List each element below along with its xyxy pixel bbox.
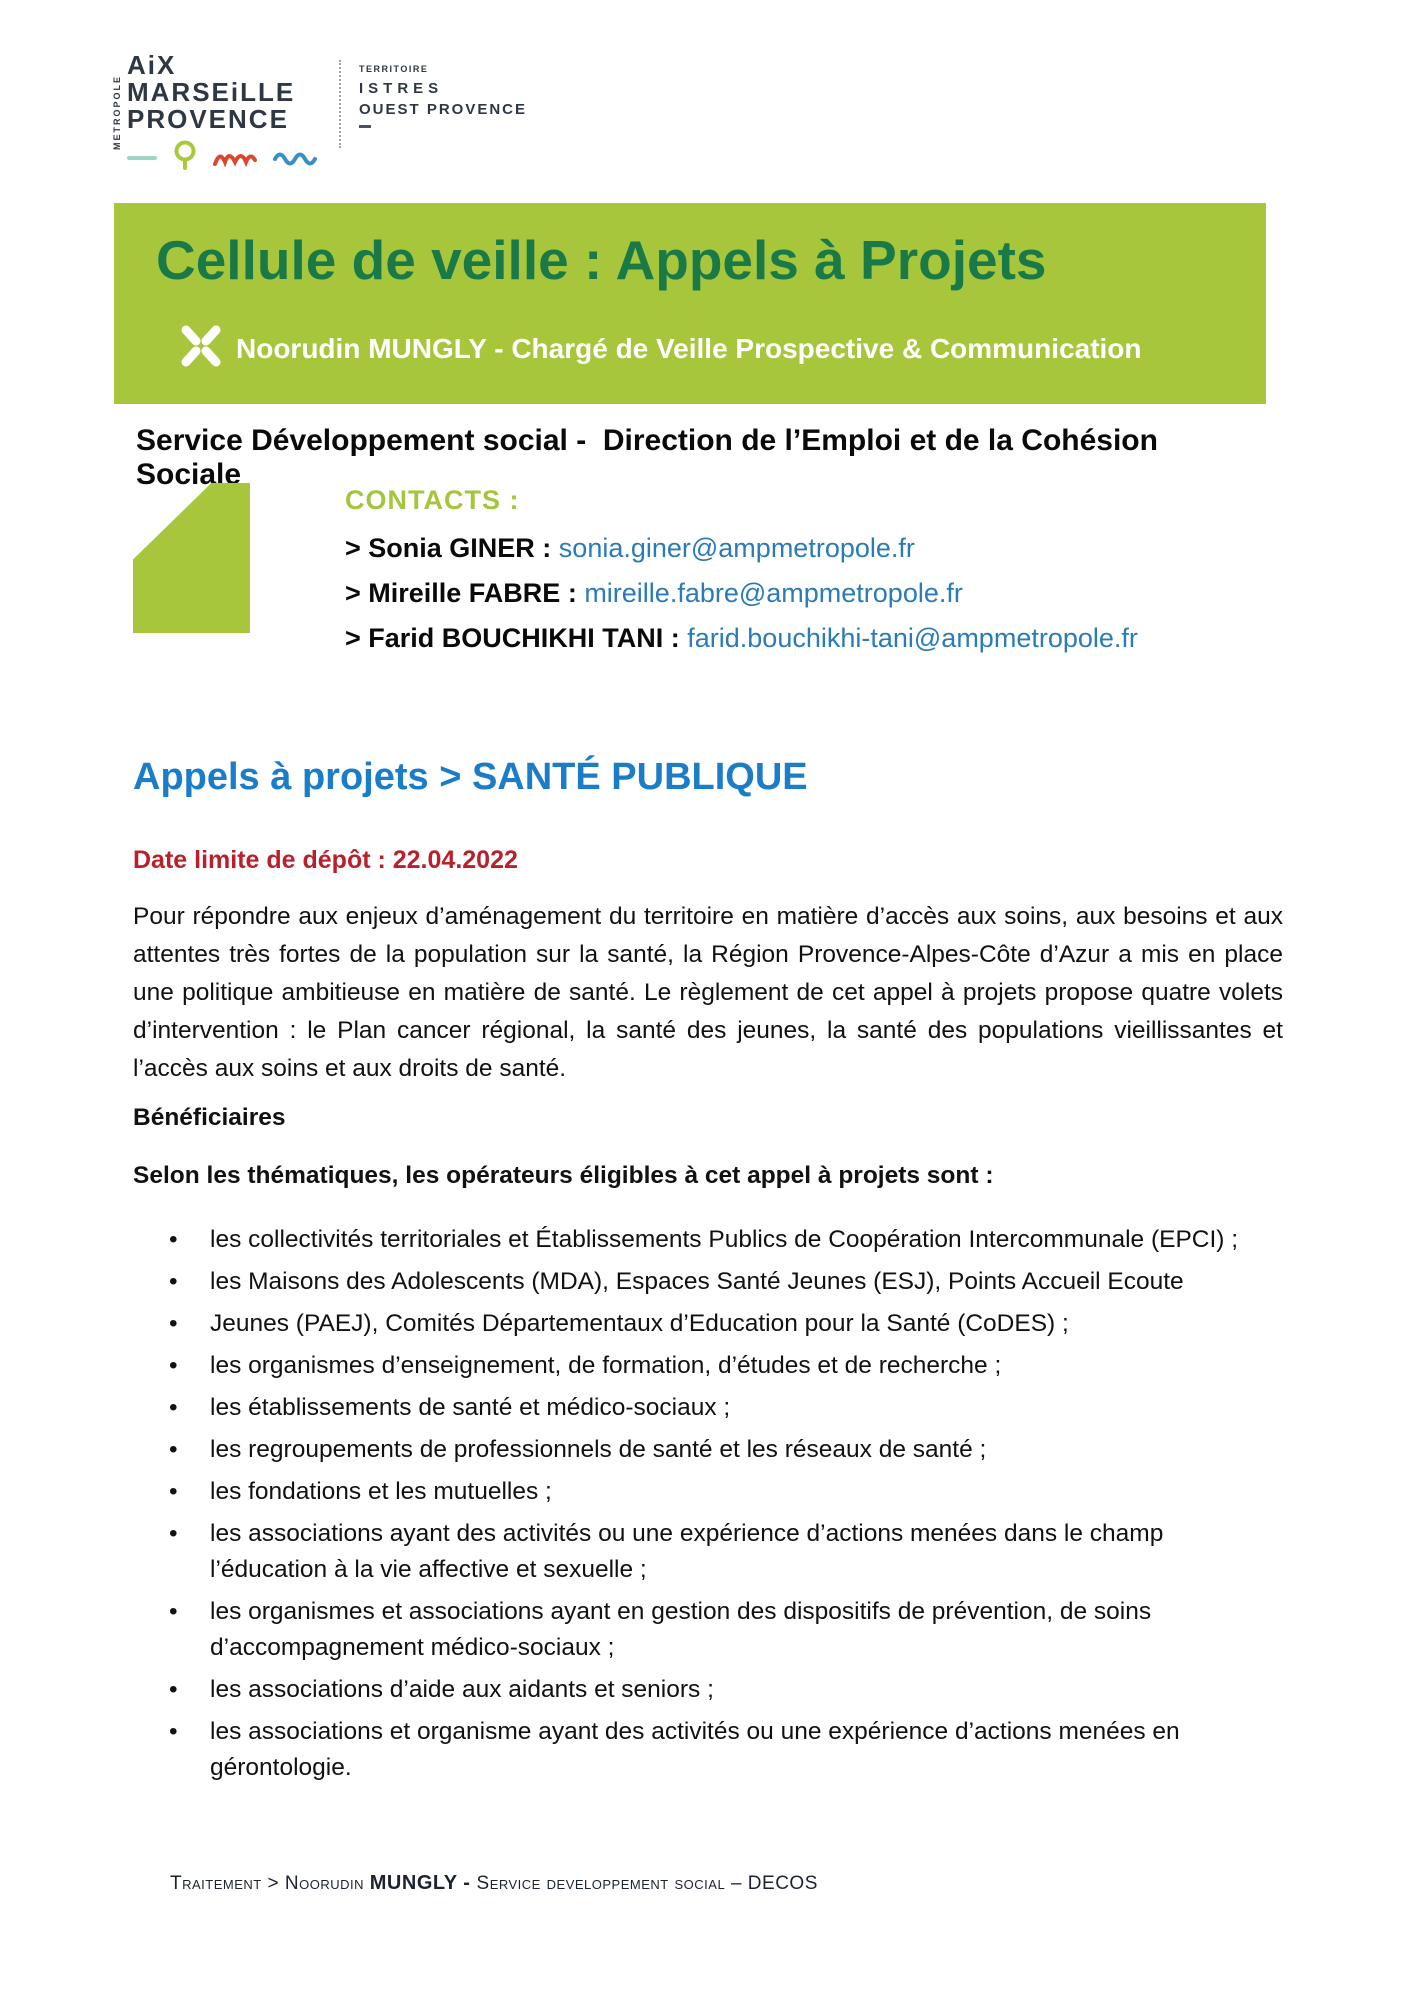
eligibility-intro-line: Selon les thématiques, les opérateurs éligibles à cet appel à projets sont : [133, 1162, 994, 1189]
green-polygon-shape [133, 483, 250, 633]
footer-service: Service developpement social – DECOS [476, 1873, 818, 1894]
amp-x-icon [180, 323, 222, 374]
banner-subtitle-row [180, 323, 1266, 374]
list-item: • les établissements de santé et médico-sociaux ; [133, 1390, 1283, 1426]
circle-pin-icon [173, 140, 197, 177]
contacts-section [133, 483, 1138, 661]
list-item: • les organismes d’enseignement, de formation, d’études et de recherche ; [133, 1348, 1283, 1384]
teal-dash-icon [127, 156, 157, 160]
beneficiaries-list [133, 1222, 1283, 1792]
beneficiaires-heading: Bénéficiaires [133, 1104, 286, 1131]
contact-name: > Mireille FABRE : [345, 578, 585, 608]
deadline-line: Date limite de dépôt : 22.04.2022 [133, 846, 518, 874]
list-item: • les regroupements de professionnels de santé et les réseaux de santé ; [133, 1432, 1283, 1468]
territory-block [359, 52, 527, 128]
blue-wave-icon [273, 145, 317, 172]
contact-email-link[interactable]: farid.bouchikhi-tani@ampmetropole.fr [687, 623, 1138, 653]
list-item: • les Maisons des Adolescents (MDA), Espaces Santé Jeunes (ESJ), Points Accueil Ecoute [133, 1264, 1283, 1300]
contact-row [345, 526, 1138, 571]
territory-istres: ISTRES [359, 80, 444, 97]
contact-row [345, 616, 1138, 661]
list-item: • les fondations et les mutuelles ; [133, 1474, 1283, 1510]
logo-line-marseille: MARSEiLLE [127, 77, 296, 107]
red-wave-icon [213, 145, 257, 172]
newsletter-banner [114, 203, 1266, 404]
contacts-list [345, 526, 1138, 661]
territory-dash [359, 125, 371, 128]
list-item: • les associations ayant des activités ou une expérience d’actions menées dans le champ l’éducation à la vie affective et sexuelle ; [133, 1516, 1283, 1588]
logo-line-aix: AiX [127, 50, 177, 80]
footer-treatment: Traitement > Noorudin [170, 1873, 370, 1894]
logo-glyph-row [127, 141, 317, 175]
page-title: Appels à projets > SANTÉ PUBLIQUE [133, 756, 808, 798]
list-item: • Jeunes (PAEJ), Comités Départementaux d’Education pour la Santé (CoDES) ; [133, 1306, 1283, 1342]
contact-email-link[interactable]: mireille.fabre@ampmetropole.fr [584, 578, 963, 608]
banner-title: Cellule de veille : Appels à Projets [156, 229, 1047, 291]
metropole-vertical-label: METROPOLE [112, 74, 122, 150]
banner-subtitle: Noorudin MUNGLY - Chargé de Veille Prospective & Communication [236, 332, 1142, 364]
logo-line-provence: PROVENCE [127, 104, 289, 134]
amp-metropole-logo [112, 52, 527, 175]
contact-name: > Farid BOUCHIKHI TANI : [345, 623, 688, 653]
logo-wordmark [127, 52, 317, 175]
list-item: • les associations d’aide aux aidants et seniors ; [133, 1672, 1283, 1708]
list-item: • les collectivités territoriales et Établissements Publics de Coopération Intercommunale (EPCI) ; [133, 1222, 1283, 1258]
list-item: • les associations et organisme ayant des activités ou une expérience d’actions menées en gérontologie. [133, 1714, 1283, 1786]
intro-paragraph: Pour répondre aux enjeux d’aménagement du territoire en matière d’accès aux soins, aux besoins et aux attentes très fortes de la population sur la santé, la Région Provence-Alpes-Côte d’Azur a mis en place une politique ambitieuse en matière de santé. Le règlement de cet appel à projets propose quatre volets d’intervention : le Plan cancer régional, la santé des jeunes, la santé des populations vieillissantes et l’accès aux soins et aux droits de santé. [133, 903, 1283, 1082]
footer-author: MUNGLY - [369, 1872, 477, 1894]
contact-email-link[interactable]: sonia.giner@ampmetropole.fr [558, 533, 915, 563]
contact-row [345, 571, 1138, 616]
logo-divider [339, 60, 341, 148]
territory-label: TERRITOIRE [359, 64, 429, 74]
territory-ouest-provence: OUEST PROVENCE [359, 101, 528, 118]
list-item: • les organismes et associations ayant en gestion des dispositifs de prévention, de soins d’accompagnement médico-sociaux ; [133, 1594, 1283, 1666]
contacts-body [345, 483, 1138, 661]
contact-name: > Sonia GINER : [345, 533, 559, 563]
document-footer [170, 1872, 818, 1895]
service-direction-line: Service Développement social - Direction de l’Emploi et de la Cohésion Sociale [136, 424, 1175, 491]
contacts-heading: CONTACTS : [345, 485, 520, 515]
